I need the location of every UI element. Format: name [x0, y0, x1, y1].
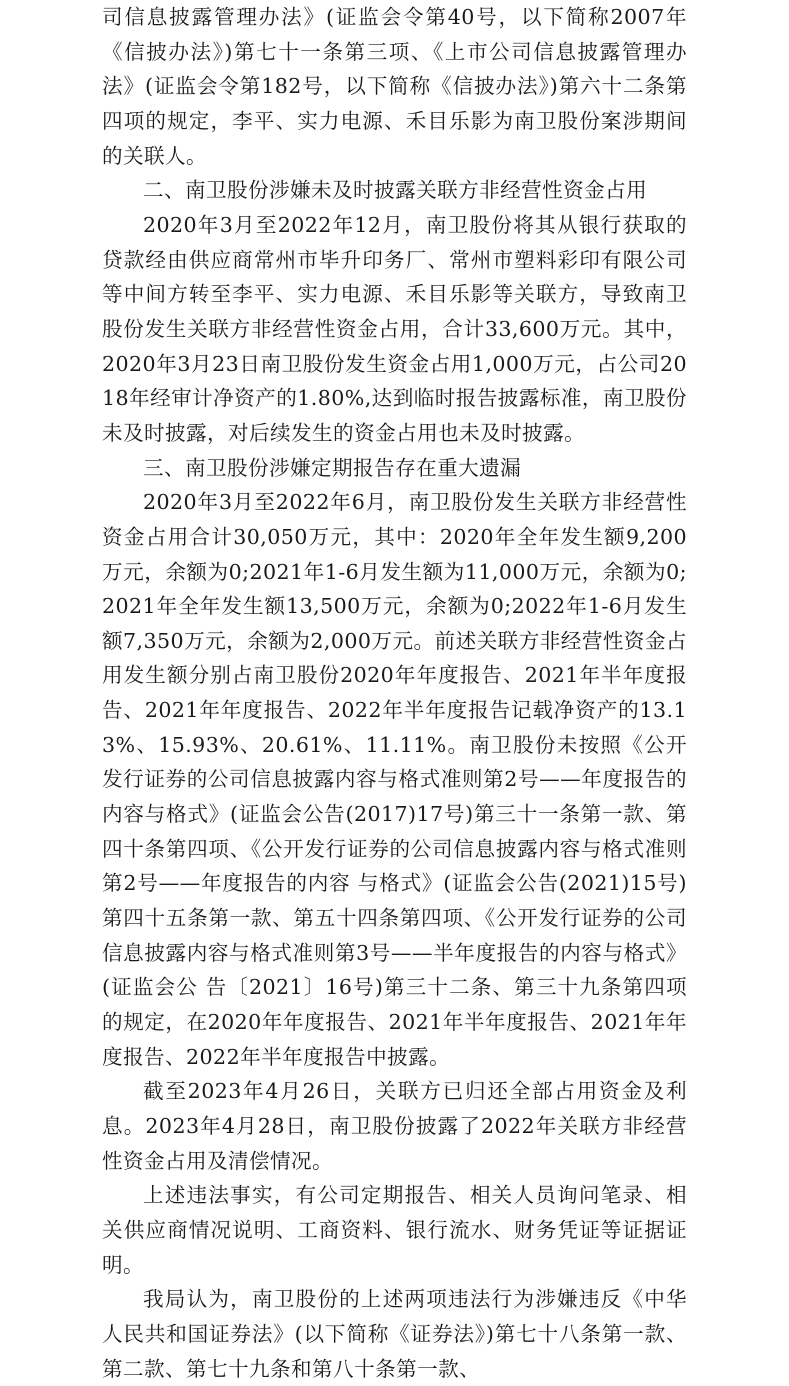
section-three-body: 2020年3月至2022年6月，南卫股份发生关联方非经营性资金占用合计30,050万元，其中：2020年全年发生额9,200万元，余额为0;2021年1-6月发生额为11,000万元，余额为0;2021年全年发生额13,500万元，余额为0;2022年1-6月发生额7,350万元，余额为2,000万元。前述关联方非经营性资金占用发生额分别占南卫股份2020年年度报告、2021年半年度报告、2021年年度报告、2022年半年度报告记载净资产的13.13%、15.93%、20.61%、11.11%。南卫股份未按照《公开发行证券的公司信息披露内容与格式准则第2号——年度报告的内容与格式》(证监会公告(2017)17号)第三十一条第一款、第四十条第四项、《公开发行证券的公司信息披露内容与格式准则第2号——年度报告的内容 与格式》(证监会公告(2021)15号)第四十五条第一款、第五十四条第四项、《公开发行证券的公司信息披露内容与格式准则第3号——半年度报告的内容与格式》(证监会公 告〔2021〕16号)第三十二条、第三十九条第四项的规定，在2020年年度报告、2021年半年度报告、2021年年度报告、2022年半年度报告中披露。 [102, 490, 687, 1069]
paragraph-continued-opening: 司信息披露管理办法》(证监会令第40号，以下简称2007年《信披办法》)第七十一条第三项、《上市公司信息披露管理办法》(证监会令第182号，以下简称《信披办法》)第六十二条第四项的规定，李平、实力电源、禾目乐影为南卫股份案涉期间的关联人。 [102, 5, 687, 168]
conclusion-paragraph: 我局认为，南卫股份的上述两项违法行为涉嫌违反《中华人民共和国证券法》(以下简称《证券法》)第七十八条第一款、第二款、第七十九条和第八十条第一款、 [102, 1287, 687, 1381]
document-text-column [102, 0, 687, 1386]
section-heading-three: 三、南卫股份涉嫌定期报告存在重大遗漏 [143, 455, 522, 480]
repayment-paragraph: 截至2023年4月26日，关联方已归还全部占用资金及利息。2023年4月28日，南卫股份披露了2022年关联方非经营性资金占用及清偿情况。 [102, 1079, 687, 1173]
evidence-paragraph: 上述违法事实，有公司定期报告、相关人员询问笔录、相关供应商情况说明、工商资料、银行流水、财务凭证等证据证明。 [102, 1183, 687, 1277]
section-heading-two: 二、南卫股份涉嫌未及时披露关联方非经营性资金占用 [143, 178, 648, 203]
section-two-body: 2020年3月至2022年12月，南卫股份将其从银行获取的贷款经由供应商常州市毕升印务厂、常州市塑料彩印有限公司等中间方转至李平、实力电源、禾目乐影等关联方，导致南卫股份发生关联方非经营性资金占用，合计33,600万元。其中，2020年3月23日南卫股份发生资金占用1,000万元，占公司2018年经审计净资产的1.80%,达到临时报告披露标准，南卫股份未及时披露，对后续发生的资金占用也未及时披露。 [102, 212, 687, 445]
